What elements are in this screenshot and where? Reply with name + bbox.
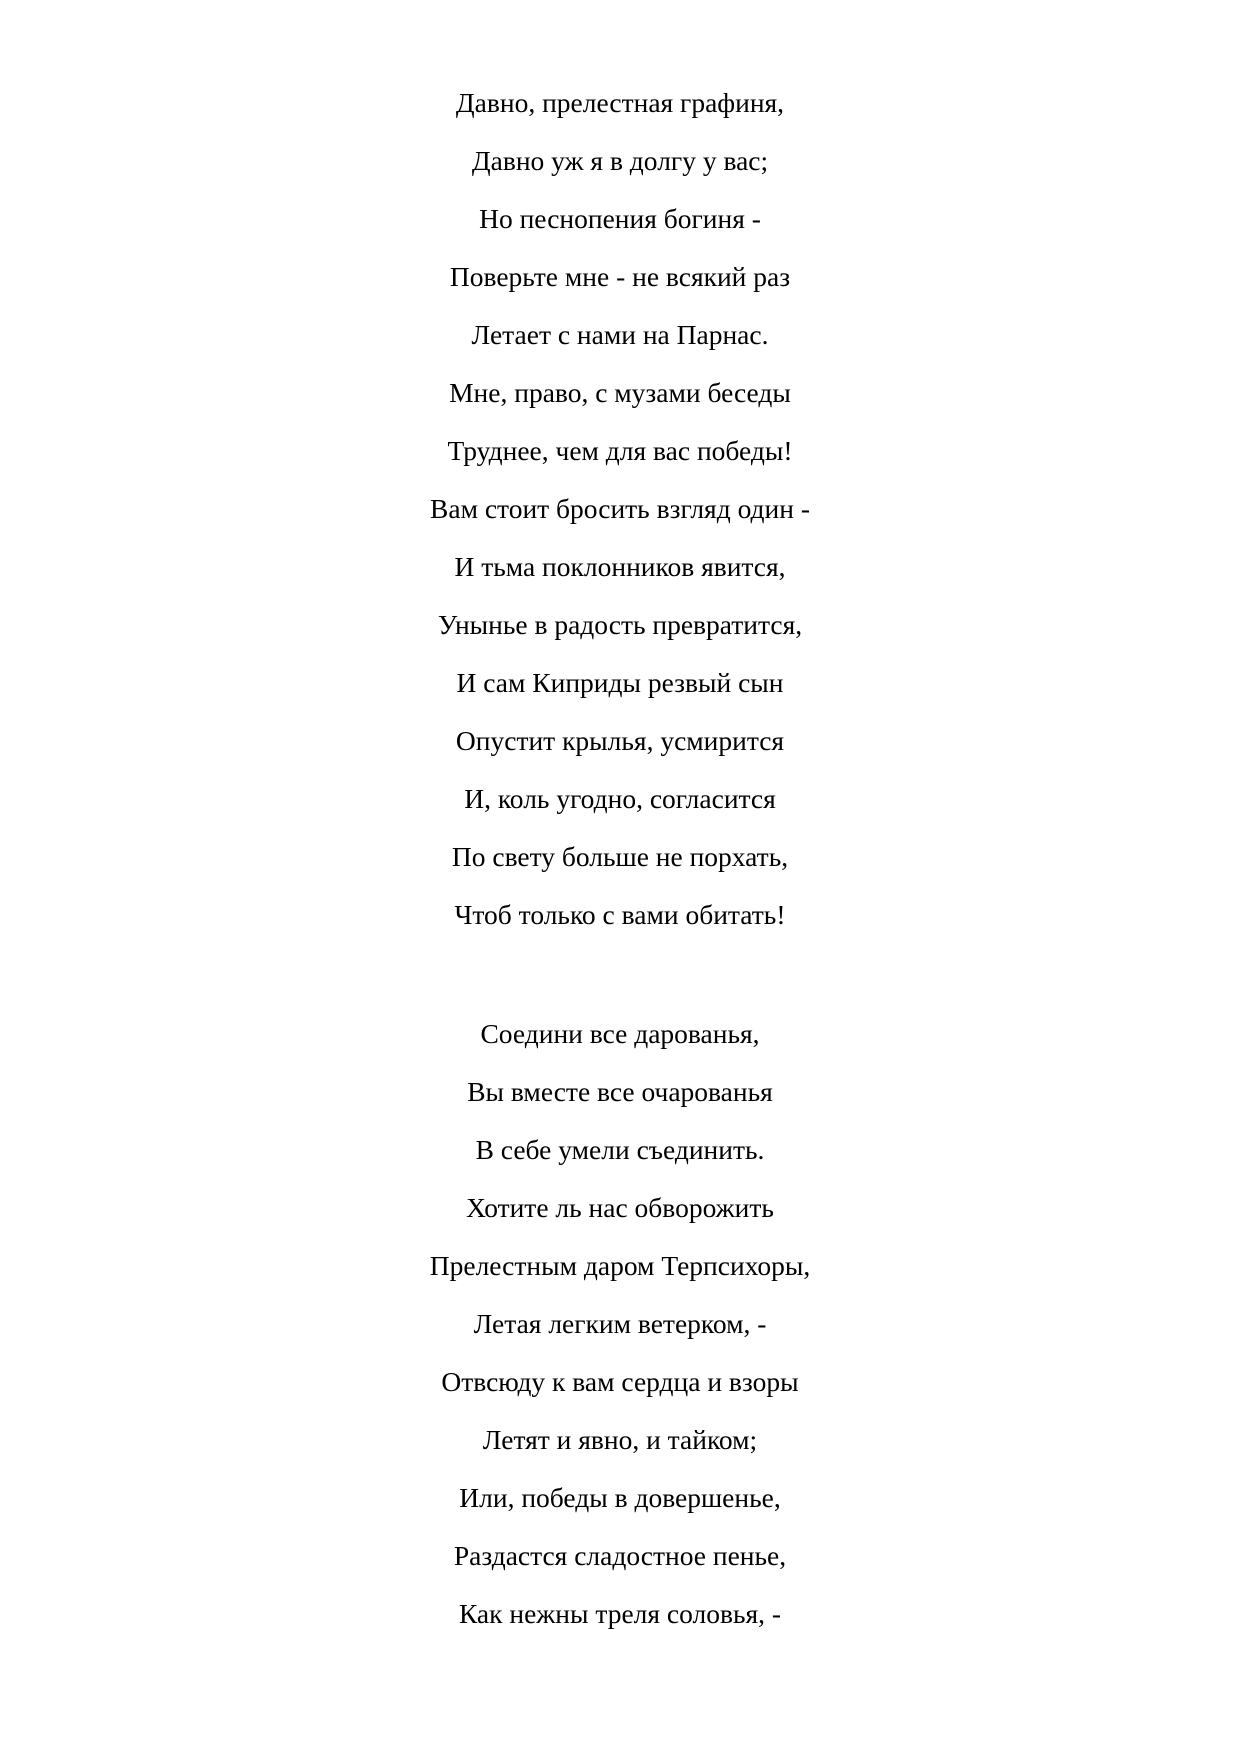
poem-line: По свету больше не порхать, <box>451 841 789 872</box>
poem-line: И сам Киприды резвый сын <box>456 667 784 698</box>
poem-line: Или, победы в довершенье, <box>459 1482 781 1513</box>
poem-line: Вы вместе все очарованья <box>467 1076 773 1107</box>
poem-line: Прелестным даром Терпсихоры, <box>429 1250 811 1281</box>
poem-line: Мне, право, с музами беседы <box>449 377 791 408</box>
poem-stanza-2 <box>0 1011 1242 1649</box>
poem-line: Раздастся сладостное пенье, <box>453 1540 787 1571</box>
poem-line: Но песнопения богиня - <box>479 203 761 234</box>
poem-line: Отвсюду к вам сердца и взоры <box>441 1366 799 1397</box>
poem-line: Летая легким ветерком, - <box>473 1308 767 1339</box>
poem-line: Хотите ль нас обворожить <box>466 1192 774 1223</box>
poem-line: Летает с нами на Парнас. <box>471 319 769 350</box>
poem-line: Летят и явно, и тайком; <box>482 1424 758 1455</box>
poem-line: И тьма поклонников явится, <box>454 551 786 582</box>
poem-line: Вам стоит бросить взгляд один - <box>430 493 810 524</box>
poem-line: Чтоб только с вами обитать! <box>454 899 786 930</box>
poem-line: Давно, прелестная графиня, <box>455 87 785 118</box>
poem-line: Унынье в радость превратится, <box>437 609 803 640</box>
poem-line: В себе умели съединить. <box>475 1134 765 1165</box>
poem-line: Поверьте мне - не всякий раз <box>449 261 791 292</box>
poem-line: Как нежны треля соловья, - <box>458 1598 782 1629</box>
poem-line: Труднее, чем для вас победы! <box>447 435 793 466</box>
poem-stanza-1 <box>0 80 1242 950</box>
poem-line: Соедини все дарованья, <box>480 1018 760 1049</box>
poem-line: Давно уж я в долгу у вас; <box>471 145 769 176</box>
poem-line: И, коль угодно, согласится <box>464 783 776 814</box>
poem-line: Опустит крылья, усмирится <box>455 725 785 756</box>
